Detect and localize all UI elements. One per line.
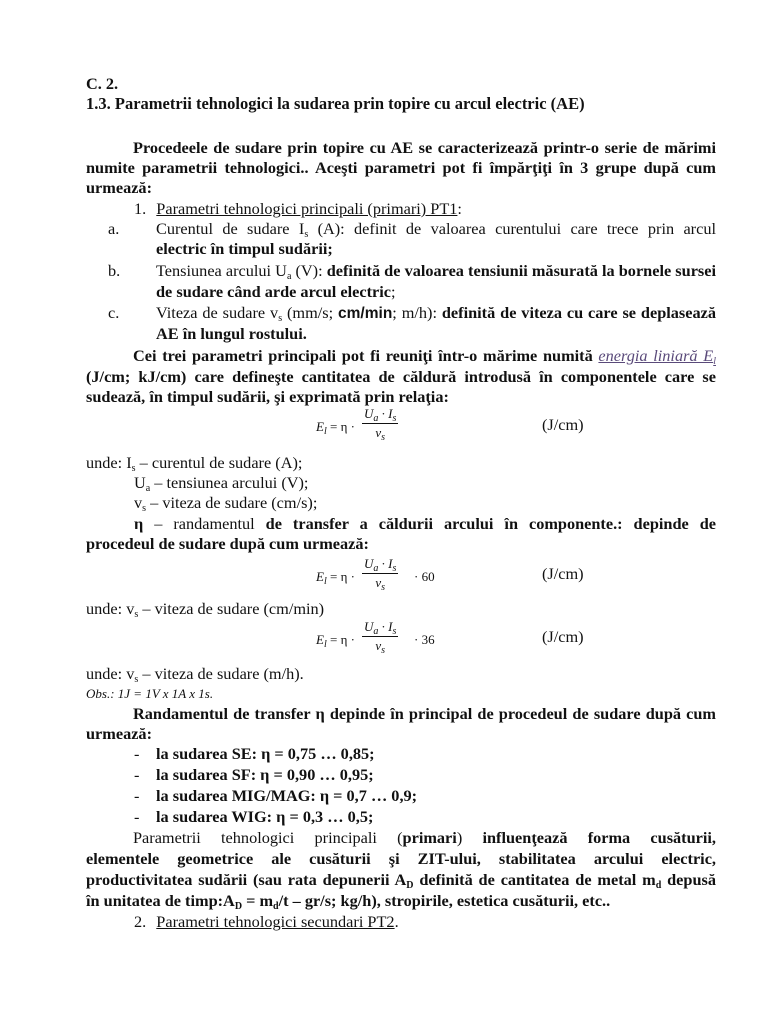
formula-1-unit: (J/cm) <box>542 415 584 434</box>
def-voltage: $U_a$ – tensiunea arcului (V); <box>134 473 309 494</box>
item-c-line-1: Viteza de sudare $v_s$ (mm/s; cm/min; m/h): definită de viteza cu care se deplasează <box>156 303 716 324</box>
efficiency-item-mig-mag: la sudarea MIG/MAG: η = 0,7 … 0,9; <box>156 786 418 805</box>
influence-line-1: Parametrii tehnologici principali (primari) influenţează forma cusăturii, <box>133 828 716 847</box>
formula-3-unit: (J/cm) <box>542 627 584 646</box>
observation-note: Obs.: 1J = 1V x 1A x 1s. <box>86 686 214 701</box>
item-c-line-2: AE în lungul rostului. <box>156 324 307 343</box>
energy-line-3: sudează, în timpul sudării, şi exprimată prin relaţia: <box>86 387 449 406</box>
def-speed-cm-min: unde: $v_s$ – viteza de sudare (cm/min) <box>86 599 325 620</box>
def-efficiency-line-2: procedeul de sudare după cum urmează: <box>86 534 369 553</box>
item-b-line-2: de sudare când arde arcul electric; <box>156 282 396 301</box>
group2-heading <box>134 912 634 932</box>
item-a-line-1: Curentul de sudare $I_s$ (A): definit de valoarea curentului care trece prin arcul <box>156 219 716 240</box>
group1-colon: : <box>457 199 462 218</box>
list-dash: - <box>134 807 140 826</box>
group1-heading <box>134 199 634 219</box>
list-dash: - <box>134 786 140 805</box>
group2-end: . <box>394 912 399 931</box>
efficiency-item-wig: la sudarea WIG: η = 0,3 … 0,5; <box>156 807 374 826</box>
item-a-letter: a. <box>108 219 120 238</box>
efficiency-line-1: Randamentul de transfer η depinde în principal de procedeul de sudare după cum <box>133 704 716 723</box>
influence-line-4: în unitatea de $timp:A_D = m_d/t - gr/s$; kg/h), stropirile, estetica cusăturii, etc.. <box>86 891 611 912</box>
efficiency-item-sf: la sudarea SF: η = 0,90 … 0,95; <box>156 765 374 784</box>
efficiency-line-2: urmează: <box>86 724 152 743</box>
list-dash: - <box>134 744 140 763</box>
def-speed-cm-s: $v_s$ – viteza de sudare (cm/s); <box>134 493 318 514</box>
group2-number: 2. <box>134 912 147 931</box>
intro-line-2: numite parametrii tehnologici.. Aceşti parametri pot fi împărţiţi în 3 grupe după cum <box>86 158 716 177</box>
formula-energy-m-h: $E_l = \eta$ · $\frac{U_a \cdot I_s}{v_s}$ · 36 <box>316 619 435 656</box>
section-title: 1.3. Parametrii tehnologici la sudarea prin topire cu arcul electric (AE) <box>86 94 585 113</box>
group1-number: 1. <box>134 199 147 218</box>
formula-energy-cm-s: $E_l = \eta$ · $\frac{U_a \cdot I_s}{v_s}$ <box>316 406 397 443</box>
group2-title: Parametri tehnologici secundari PT2 <box>156 912 395 931</box>
item-a-line-2: electric în timpul sudării; <box>156 239 333 258</box>
item-b-line-1: Tensiunea arcului $U_a$ (V): definită de valoarea tensiunii măsurată la bornele sursei <box>156 261 717 282</box>
item-b-letter: b. <box>108 261 121 280</box>
intro-line-1: Procedeele de sudare prin topire cu AE se caracterizează printr-o serie de mărimi <box>133 138 716 157</box>
group1-title: Parametri tehnologici principali (primari) PT1 <box>156 199 458 218</box>
intro-line-3: urmează: <box>86 178 152 197</box>
item-c-letter: c. <box>108 303 120 322</box>
efficiency-item-se: la sudarea SE: η = 0,75 … 0,85; <box>156 744 375 763</box>
formula-2-unit: (J/cm) <box>542 564 584 583</box>
list-dash: - <box>134 765 140 784</box>
def-efficiency: η – randamentul de transfer a căldurii arcului în componente.: depinde de <box>134 514 716 533</box>
def-current: unde: $I_s$ – curentul de sudare (A); <box>86 453 303 474</box>
formula-energy-cm-min: $E_l = \eta$ · $\frac{U_a \cdot I_s}{v_s}$ · 60 <box>316 556 435 593</box>
def-speed-m-h: unde: $v_s$ – viteza de sudare (m/h). <box>86 664 304 685</box>
chapter-label: C. 2. <box>86 74 119 93</box>
energy-line-2: (J/cm; kJ/cm) care defineşte cantitatea de căldură introdusă în componentele care se <box>86 367 716 386</box>
influence-line-3: productivitatea sudării (sau rata depunerii $A_D$ definită de cantitatea de metal $m_d$ depusă <box>86 870 716 891</box>
influence-line-2: elementele geometrice ale cusăturii şi ZIT-ului, stabilitatea arcului electric, <box>86 849 716 868</box>
energy-line-1: Cei trei parametri principali pot fi reuniţi într-o mărime numită energia liniară $E_l$ <box>133 346 716 367</box>
energy-term: energia liniară E <box>598 346 714 365</box>
